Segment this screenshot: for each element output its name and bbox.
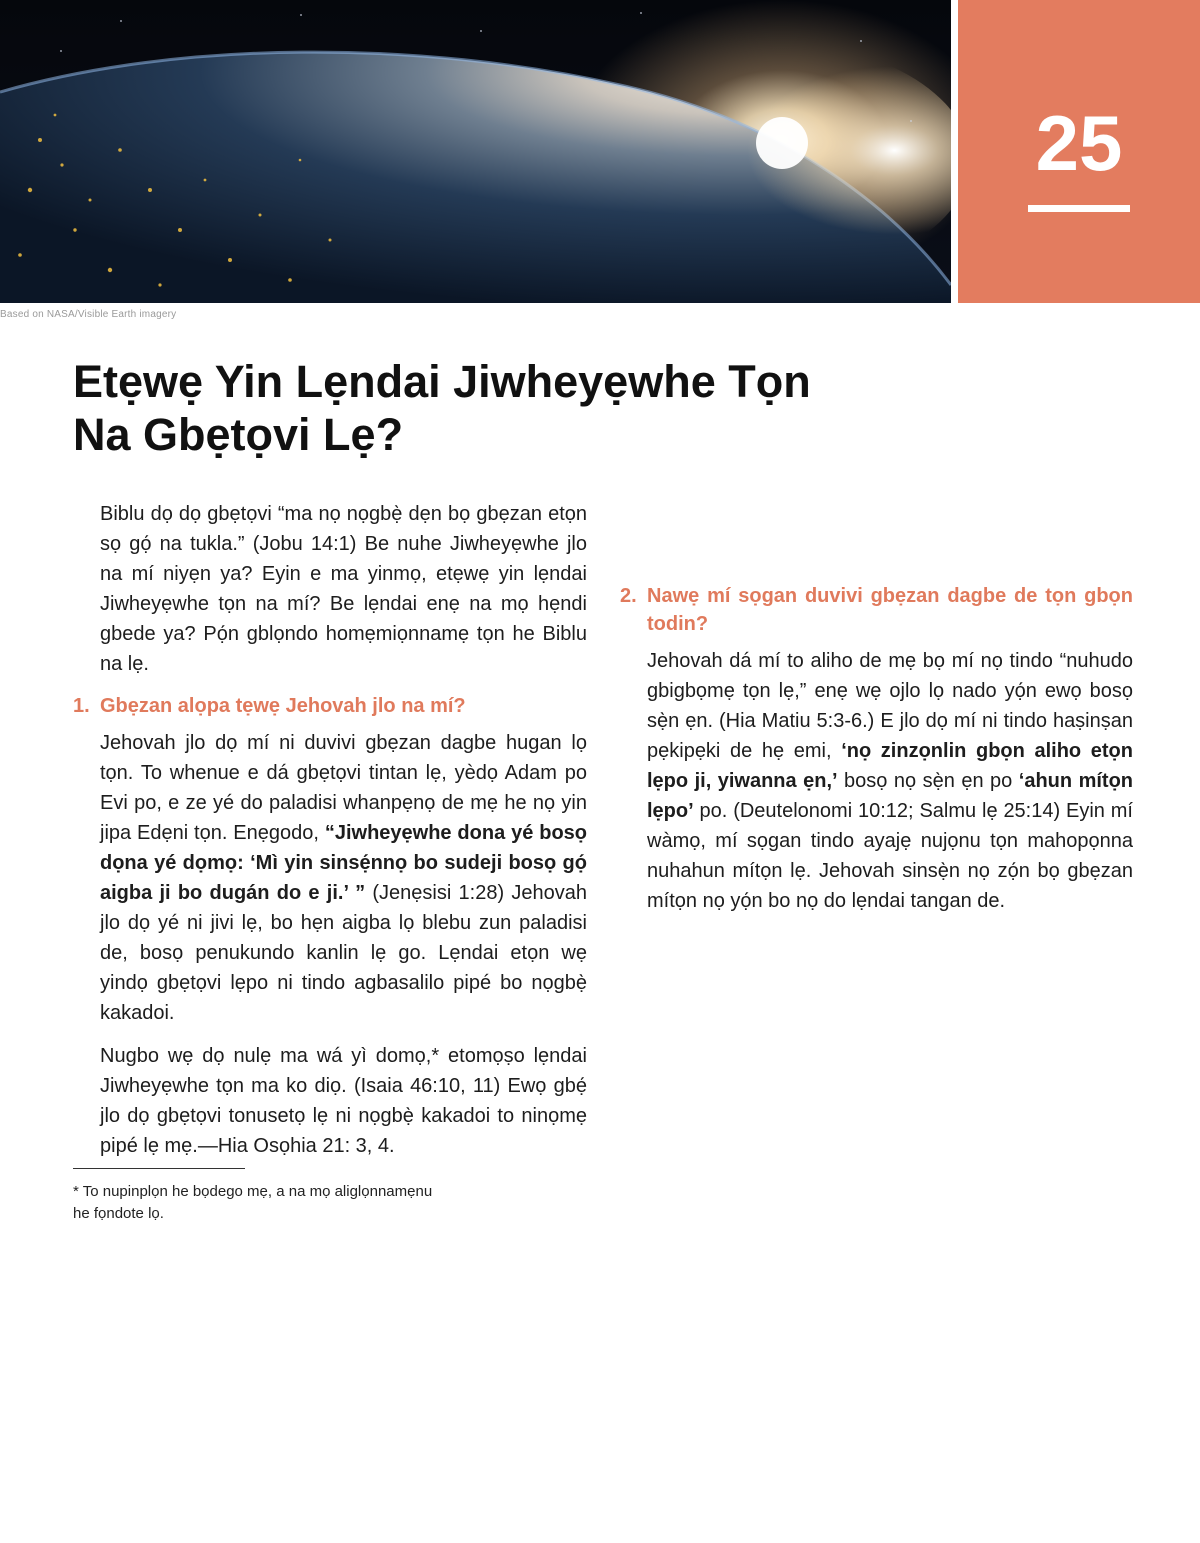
right-column	[620, 504, 1133, 916]
answer-2-text-b: bosọ nọ sẹ̀n ẹn po	[837, 770, 1019, 792]
answer-2-bold-quote-1: ‘nọ zinzọnlin gbọn aliho etọn lẹpo ji, yiwanna ẹn,’	[647, 740, 1133, 792]
question-1-text: Gbẹzan alọpa tẹwẹ Jehovah jlo na mí?	[100, 695, 466, 717]
page-title-line-2: Na Gbẹtọvi Lẹ?	[73, 409, 404, 460]
image-credit: Based on NASA/Visible Earth imagery	[0, 309, 177, 320]
intro-paragraph: Biblu dọ dọ gbẹtọvi “ma nọ nọgbẹ̀ dẹn bọ gbẹzan etọn sọ gọ́ na tukla.” (Jobu 14:1) Be nuhe Jiwheyẹwhe jlo na mí niyẹn ya? Eyin e ma yinmọ, etẹwẹ yin lẹndai Jiwheyẹwhe tọn na mí? Be lẹndai enẹ na mọ hẹndi gbede ya? Pọ́n gblọndo homẹmiọnnamẹ tọn he Biblu na lẹ.	[100, 503, 587, 675]
question-1-number: 1.	[73, 695, 90, 717]
answer-1-paragraph	[73, 728, 587, 1028]
question-2	[620, 582, 1133, 638]
question-2-text: Nawẹ mí sọgan duvivi gbẹzan dagbe de tọn gbọn todin?	[647, 585, 1133, 635]
left-column	[73, 499, 587, 1161]
question-1	[73, 692, 587, 720]
chapter-underline	[1028, 205, 1130, 212]
answer-2-text-c: po. (Deutelonomi 10:12; Salmu lẹ 25:14) Eyin mí wàmọ, mí sọgan tindo ayajẹ nujọnu tọn mahopọnna nuhahun mítọn lẹ. Jehovah sinsẹ̀n nọ zọ́n bọ gbẹzan mítọn nọ yọ́n bo nọ do lẹndai tangan de.	[647, 800, 1133, 912]
answer-2-bold-quote-2: ‘ahun mítọn lẹpo’	[647, 770, 1133, 822]
page-title-line-1: Etẹwẹ Yin Lẹndai Jiwheyẹwhe Tọn	[73, 356, 811, 407]
answer-2-paragraph	[620, 646, 1133, 916]
footnote-line-2: he fọndote lọ.	[73, 1205, 164, 1222]
answer-1-bold-quote: “Jiwheyẹwhe dona yé bosọ dọna yé dọmọ: ‘Mì yin sinsẹ́nnọ bo sudeji bosọ gọ́ aigba ji bo dugán do e ji.’ ”	[100, 822, 587, 904]
answer-1-text-b: (Jenẹsisi 1:28) Jehovah jlo dọ yé ni jivi lẹ, bo hẹn aigba lọ blebu zun paladisi de, bosọ penukundo kanlin lẹ go. Lẹndai etọn wẹ yindọ gbẹtọvi lẹpo ni tindo agbasalilo pipé bo nọgbẹ̀ kakadoi.	[100, 882, 587, 1024]
page-title	[73, 355, 973, 461]
answer-1-text-a: Jehovah jlo dọ mí ni duvivi gbẹzan dagbe hugan lọ tọn. To whenue e dá gbẹtọvi tintan lẹ, yèdọ Adam po Evi po, e ze yé do paladisi whanpẹnọ de mẹ he nọ yin jipa Edẹni tọn. Enẹgodo,	[100, 732, 587, 844]
question-2-number: 2.	[620, 585, 637, 607]
continued-text-spacer	[620, 504, 1133, 579]
answer-1-paragraph-2: Nugbo wẹ dọ nulẹ ma wá yì domọ,* etomọṣo lẹndai Jiwheyẹwhe tọn ma ko diọ. (Isaia 46:10, 11) Ewọ gbẹ́ jlo dọ gbẹtọvi tonusetọ lẹ ni nọgbẹ̀ kakadoi to ninọmẹ pipé lẹ mẹ.—Hia Osọhia 21: 3, 4.	[100, 1045, 587, 1157]
footnote-divider	[73, 1168, 245, 1169]
earth-illustration	[0, 0, 951, 303]
hero-image	[0, 0, 951, 303]
footnote-line-1: * To nupinplọn he bọdego mẹ, a na mọ aliglọnnamẹnu	[73, 1183, 433, 1200]
chapter-number: 25	[1035, 99, 1123, 187]
answer-2-text-a: Jehovah dá mí to aliho de mẹ bọ mí nọ tindo “nuhudo gbigbọmẹ tọn lẹ,” enẹ wẹ ojlo lọ nado yọ́n ewọ bosọ sẹ̀n ẹn. (Hia Matiu 5:3-6.) E jlo dọ mí ni tindo haṣinṣan pẹkipẹki de hẹ emi,	[647, 650, 1133, 762]
footnote	[73, 1181, 533, 1225]
